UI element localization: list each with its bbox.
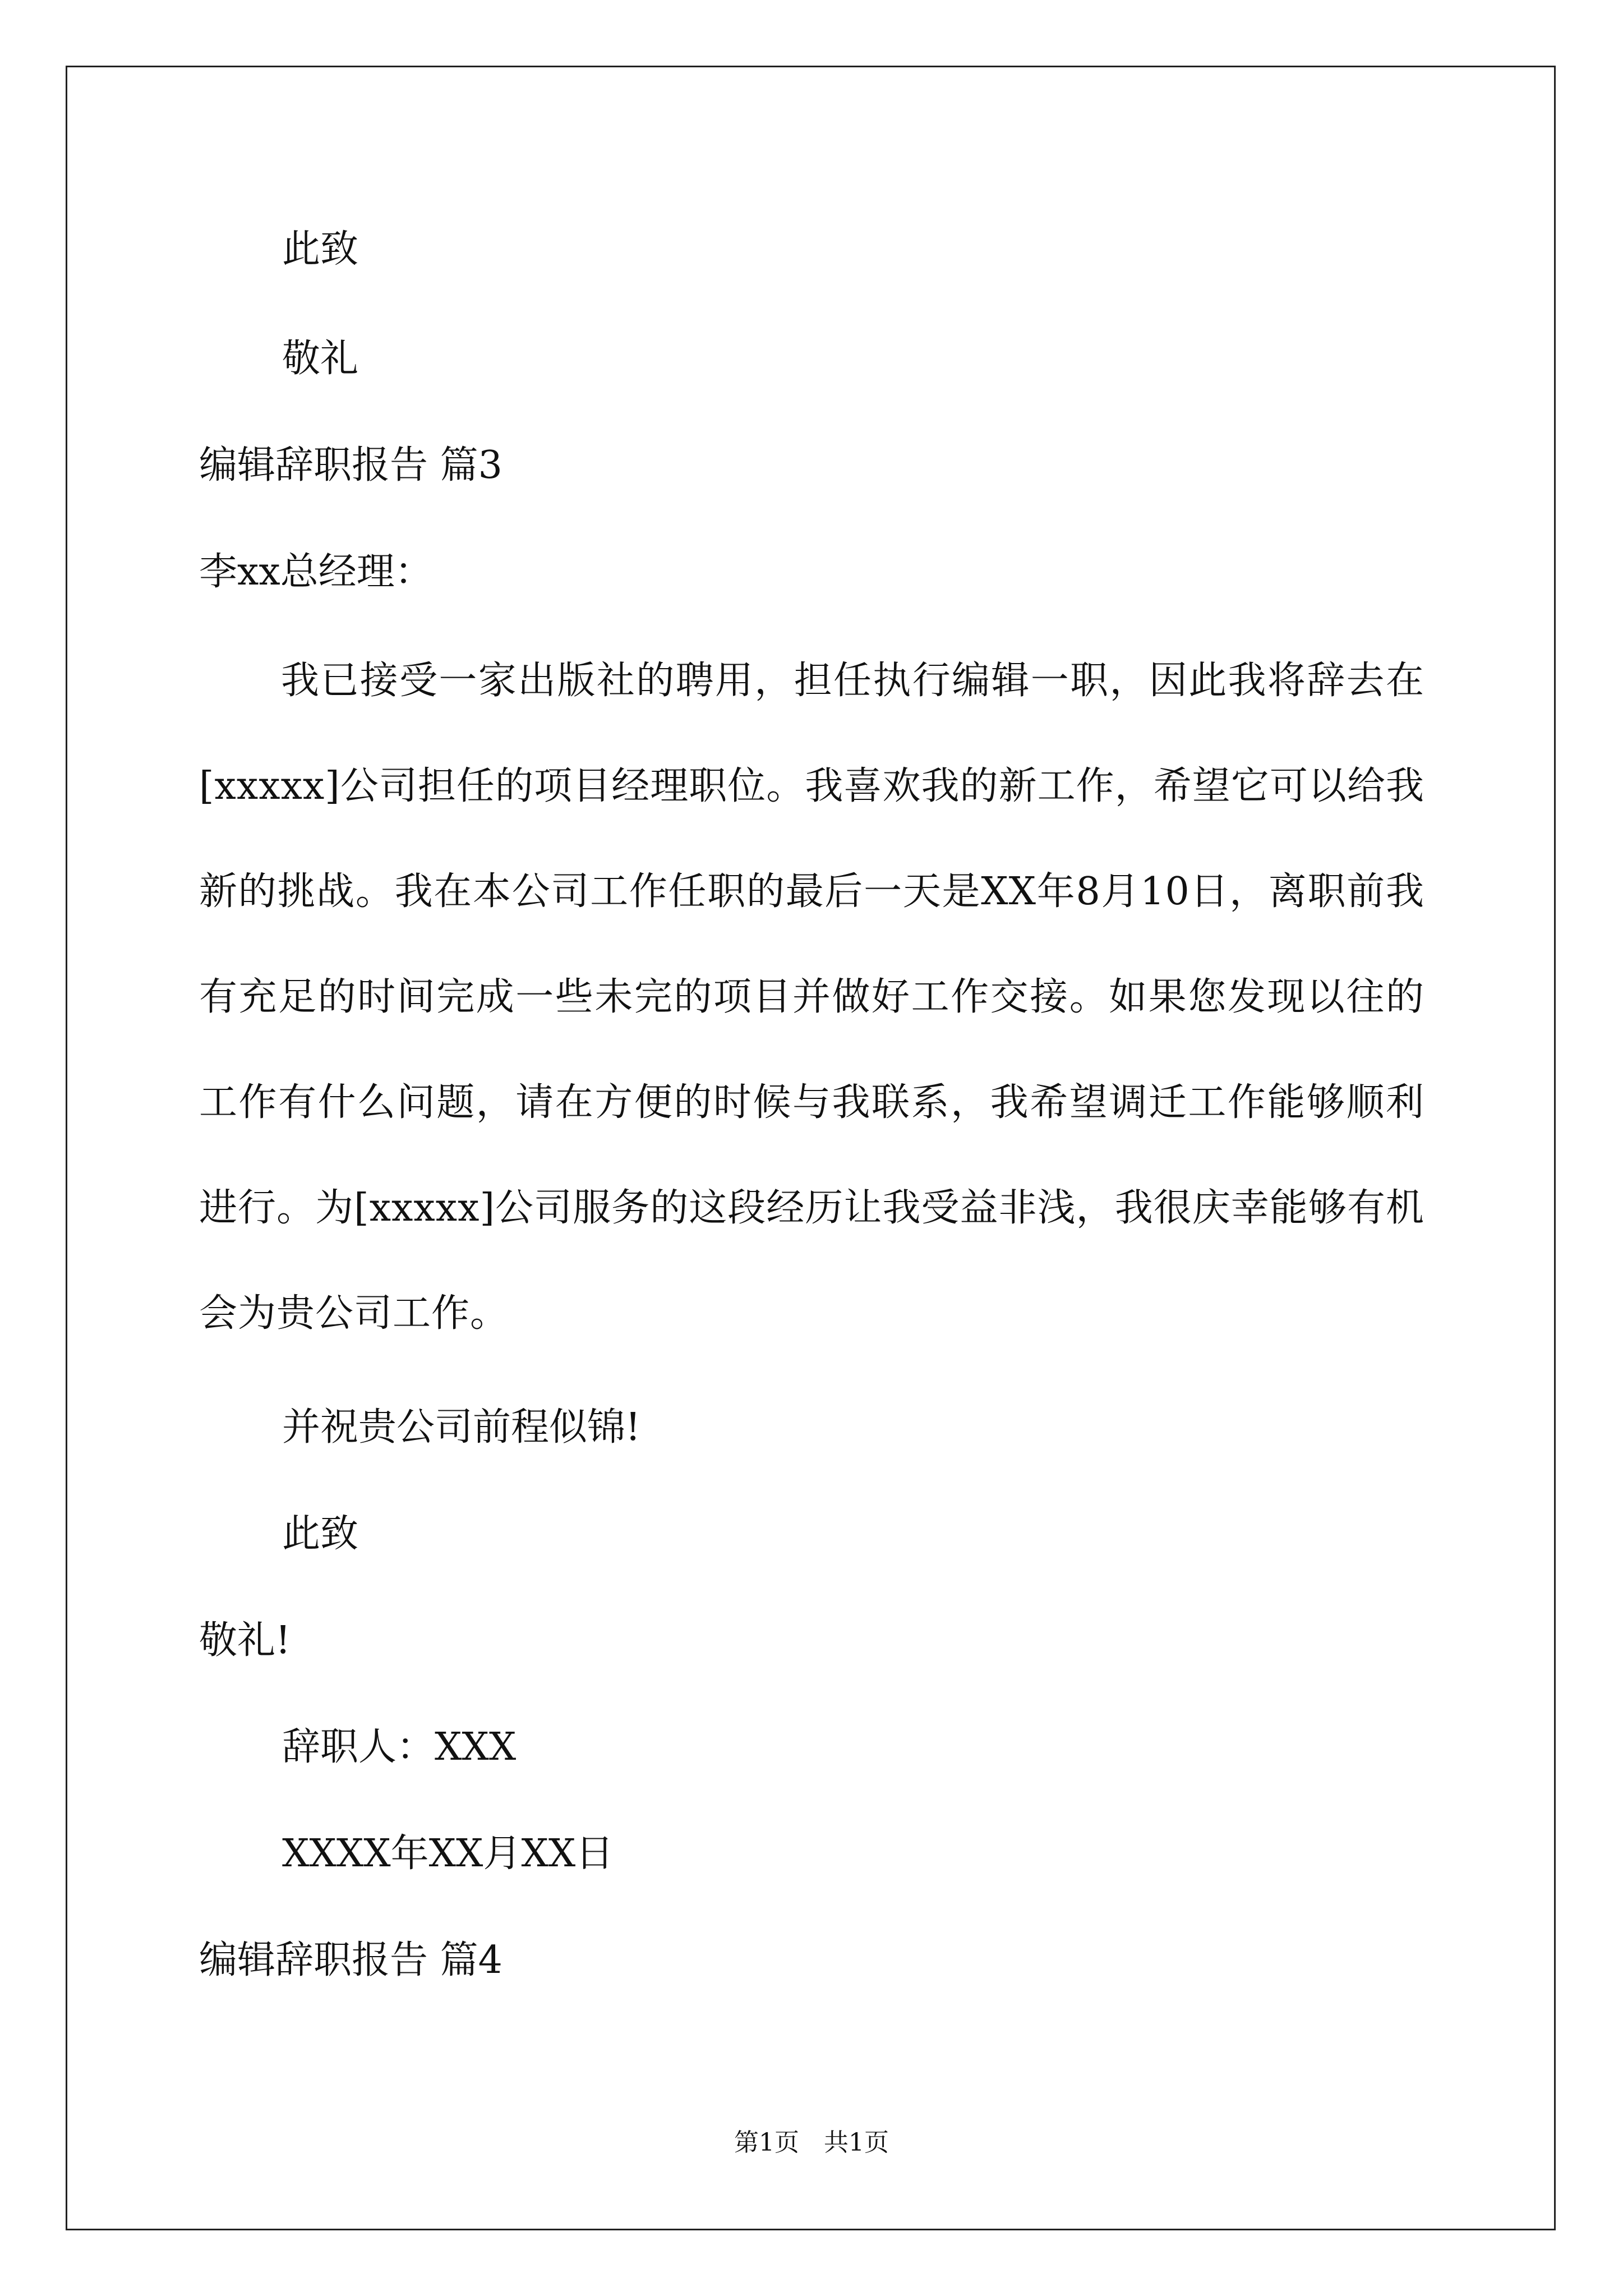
wishes-line: 并祝贵公司前程似锦! [282,1405,641,1450]
closing-text-1: 此致 [282,227,359,272]
signer-line: 辞职人：XXX [282,1725,517,1769]
section-heading-4: 编辑辞职报告 篇4 [199,1938,502,1982]
salutation-text-2: 敬礼! [199,1618,291,1663]
section-heading-3: 编辑辞职报告 篇3 [199,443,502,487]
addressee-line: 李xx总经理： [199,550,433,594]
page-footer: 第1页 共1页 [734,2128,889,2157]
closing-text-2: 此致 [282,1512,359,1556]
date-line: XXXX年XX月XX日 [282,1832,614,1876]
body-paragraph: 我已接受一家出版社的聘用，担任执行编辑一职，因此我将辞去在[xxxxx]公司担任的项目经理职位。我喜欢我的新工作，希望它可以给我新的挑战。我在本公司工作任职的最后一天是XX年8月10日，离职前我有充足的时间完成一些未完的项目并做好工作交接。如果您发现以往的工作有什么问题，请在方便的时候与我联系，我希望调迁工作能够顺利进行。为[xxxxx]公司服务的这段经历让我受益非浅，我很庆幸能够有机会为贵公司工作。 [199,659,1424,1336]
salutation-text-1: 敬礼 [282,337,359,381]
